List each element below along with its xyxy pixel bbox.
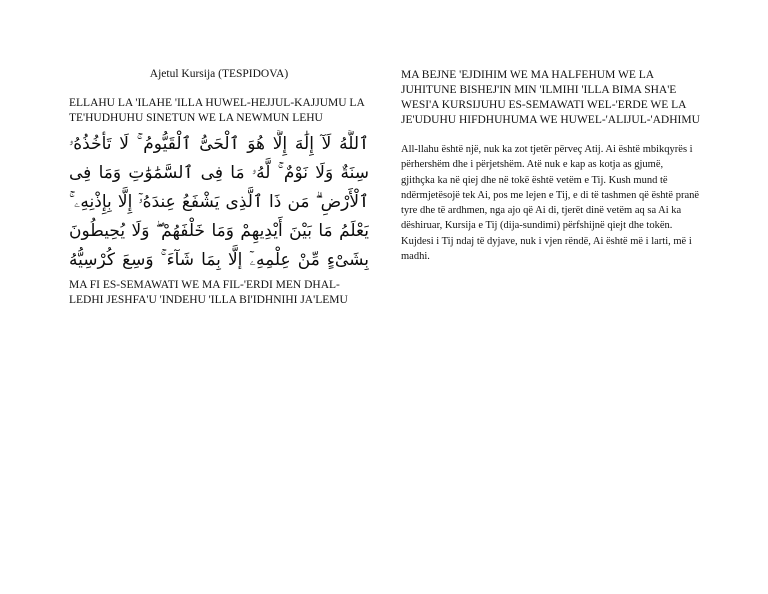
document-title: Ajetul Kursija (TESPIDOVA) <box>149 68 289 80</box>
arabic-verse-text: ٱللَّهُ لَآ إِلَٰهَ إِلَّا هُوَ ٱلْحَىُّ ٱلْقَيُّومُ ۚ لَا تَأْخُذُهُۥ سِنَةٌ وَلَا نَوْمٌ ۚ لَّهُۥ مَا فِى ٱلسَّمَٰوَٰتِ وَمَا فِى ٱلْأَرْضِ ۗ مَن ذَا ٱلَّذِى يَشْفَعُ عِندَهُۥٓ إِلَّا بِإِذْنِهِۦ ۚ يَعْلَمُ مَا بَيْنَ أَيْدِيهِمْ وَمَا خَلْفَهُمْ ۖ وَلَا يُحِيطُونَ بِشَىْءٍ مِّنْ عِلْمِهِۦٓ إِلَّا بِمَا شَآءَ ۚ وَسِعَ كُرْسِيُّهُ <box>69 134 369 270</box>
transliteration-part-3: MA BEJNE 'EJDIHIM WE MA HALFEHUM WE LA JUHITUNE BISHEJ'IN MIN 'ILMIHI 'ILLA BIMA SHA'E WESI'A KURSIJUHU ES-SEMAWATI WEL-'ERDE WE LA JE'UDUHU HIFDHUHUMA WE HUWEL-'ALIJUL-'ADHIMU <box>401 69 700 126</box>
arabic-verse <box>69 130 369 270</box>
left-column <box>69 66 369 308</box>
transliteration-part-2: MA FI ES-SEMAWATI WE MA FIL-'ERDI MEN DHAL-LEDHI JESHFA'U 'INDEHU 'ILLA BI'IDHNIHI JA'LEMU <box>69 279 348 306</box>
transliteration-part-1: ELLAHU LA 'ILAHE 'ILLA HUWEL-HEJJUL-KAJJUMU LA TE'HUDHUHU SINETUN WE LA NEWMUN LEHU <box>69 97 365 124</box>
albanian-translation: All-llahu është një, nuk ka zot tjetër përveç Atij. Ai është mbikqyrës i përhershëm dhe i përjetshëm. Atë nuk e kap as kotja as gjumë, gjithçka ka në qiej dhe në tokë është vetëm e Tij. Kush mund të ndërmjetësojë tek Ai, pos me lejen e Tij, e di të tashmen që është pranë tyre dhe të ardhmen, nga ajo që Ai di, tjerët dinë vetëm aq sa Ai ka dëshiruar, Kursija e Tij (dija-sundimi) përfshijnë qiejt dhe tokën. Kujdesi i Tij ndaj të dyjave, nuk i vjen rëndë, Ai është më i larti, më i madhi. <box>401 144 700 263</box>
right-column <box>401 68 701 264</box>
